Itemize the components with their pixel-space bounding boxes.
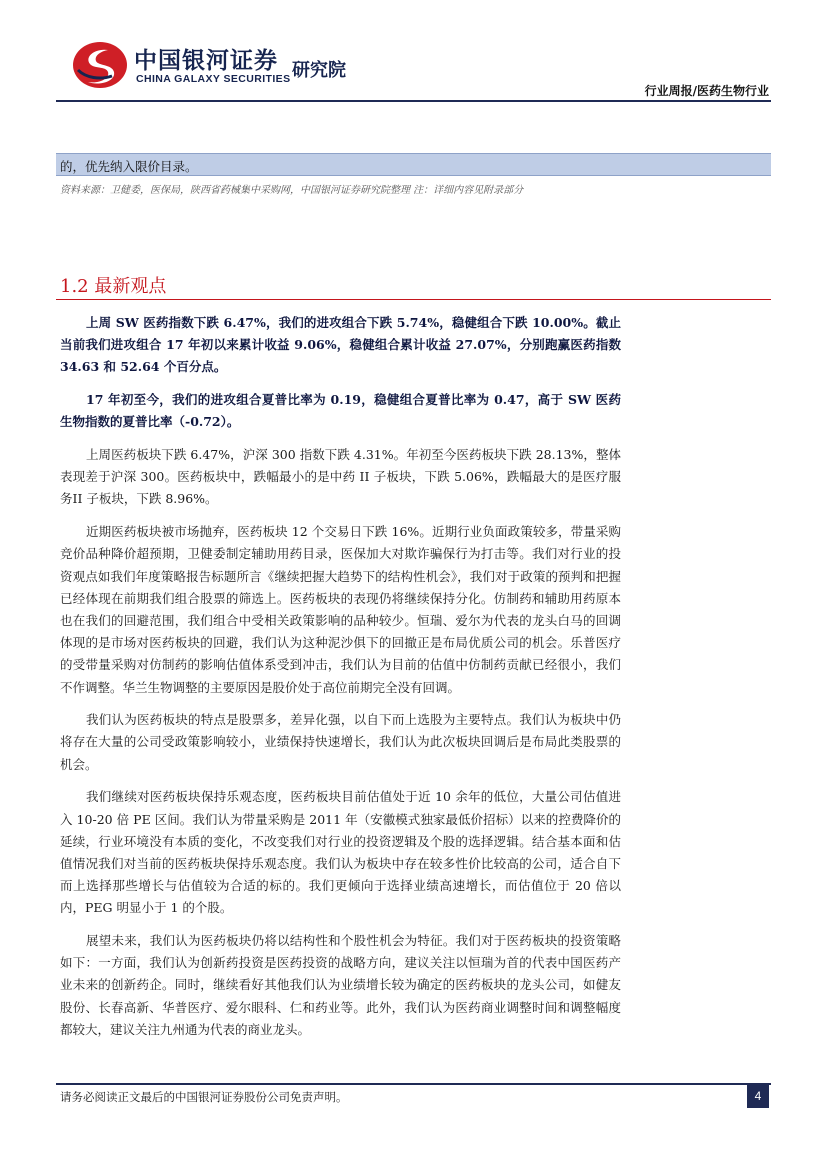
paragraph-outlook: 展望未来，我们认为医药板块仍将以结构性和个股性机会为特征。我们对于医药板块的投资策略如下：一方面，我们认为创新药投资是医药投资的战略方向，建议关注以恒瑞为首的代表中国医药产业未来的创新药企。同时，继续看好其他我们认为业绩增长较为确定的医药板块的龙头公司，如健友股份、长春高新、华普医疗、爱尔眼科、仁和药业等。此外，我们认为医药商业调整时间和调整幅度都较大，建议关注九州通为代表的商业龙头。 [60, 933, 621, 1037]
institute-name: 研究院 [292, 60, 346, 81]
body-text [60, 312, 621, 1052]
paragraph-stock-selection: 我们认为医药板块的特点是股票多，差异化强，以自下而上选股为主要特点。我们认为板块中仍将存在大量的公司受政策影响较小，业绩保持快速增长，我们认为此次板块回调后是布局此类股票的机会。 [60, 712, 621, 772]
page-header [0, 0, 827, 104]
brand-chinese-name: 中国银河证券 [134, 48, 278, 74]
paragraph-valuation-view: 我们继续对医药板块保持乐观态度，医药板块目前估值处于近 10 余年的低位，大量公司估值进入 10-20 倍 PE 区间。我们认为带量采购是 2011 年（安徽模式独家最低价招标）以来的控费降价的延续，行业环境没有本质的变化，不改变我们对行业的投资逻辑及个股的选择逻辑。结合基本面和估值情况我们对当前的医药板块保持乐观态度。我们认为板块中存在较多性价比较高的公司，适合自下而上选择那些增长与估值较为合适的标的。我们更倾向于选择业绩高速增长，而估值位于 20 倍以内，PEG 明显小于 1 的个股。 [60, 789, 621, 916]
paragraph-sharpe-ratio: 17 年初至今，我们的进攻组合夏普比率为 0.19，稳健组合夏普比率为 0.47，高于 SW 医药生物指数的夏普比率（-0.72）。 [60, 392, 621, 430]
page-number: 4 [747, 1085, 769, 1108]
galaxy-logo-icon [72, 40, 128, 90]
table-tail-row [56, 153, 771, 176]
paragraph-policy-impact: 近期医药板块被市场抛弃，医药板块 12 个交易日下跌 16%。近期行业负面政策较多，带量采购竞价品种降价超预期，卫健委制定辅助用药目录，医保加大对欺诈骗保行为打击等。我们对行业的投资观点如我们年度策略报告标题所言《继续把握大趋势下的结构性机会》，我们对于政策的预判和把握已经体现在前期我们组合股票的筛选上。医药板块的表现仍将继续保持分化。仿制药和辅助用药原本也在我们的回避范围，我们组合中受相关政策影响的品种较少。恒瑞、爱尔为代表的龙头白马的回调体现的是市场对医药板块的回避，我们认为这种泥沙俱下的回撤正是布局优质公司的机会。乐普医疗的受带量采购对仿制药的影响估值体系受到冲击，我们认为目前的估值中仿制药贡献已经很小，我们不作调整。华兰生物调整的主要原因是股价处于高位前期完全没有回调。 [60, 524, 621, 695]
footer-divider [56, 1083, 771, 1085]
footer-disclaimer: 请务必阅读正文最后的中国银河证券股份公司免责声明。 [60, 1090, 348, 1104]
paragraph-portfolio-return: 上周 SW 医药指数下跌 6.47%，我们的进攻组合下跌 5.74%，稳健组合下跌 10.00%。截止当前我们进攻组合 17 年初以来累计收益 9.06%，稳健组合累计收益 27.07%，分别跑赢医药指数 34.63 和 52.64 个百分点。 [60, 315, 621, 375]
section-title: 1.2 最新观点 [60, 276, 167, 297]
source-note: 资料来源：卫健委，医保局，陕西省药械集中采购网，中国银河证券研究院整理 注：详细内容见附录部分 [60, 185, 524, 196]
report-type-label: 行业周报/医药生物行业 [644, 84, 769, 98]
brand-english-name: CHINA GALAXY SECURITIES [136, 73, 291, 85]
header-divider [56, 100, 771, 102]
paragraph-weekly-review: 上周医药板块下跌 6.47%，沪深 300 指数下跌 4.31%。年初至今医药板块下跌 28.13%，整体表现差于沪深 300。医药板块中，跌幅最小的是中药 II 子板块，下跌 5.06%，跌幅最大的是医疗服务II 子板块，下跌 8.96%。 [60, 447, 621, 507]
section-divider [56, 299, 771, 300]
table-row-text: 的，优先纳入限价目录。 [60, 159, 198, 174]
